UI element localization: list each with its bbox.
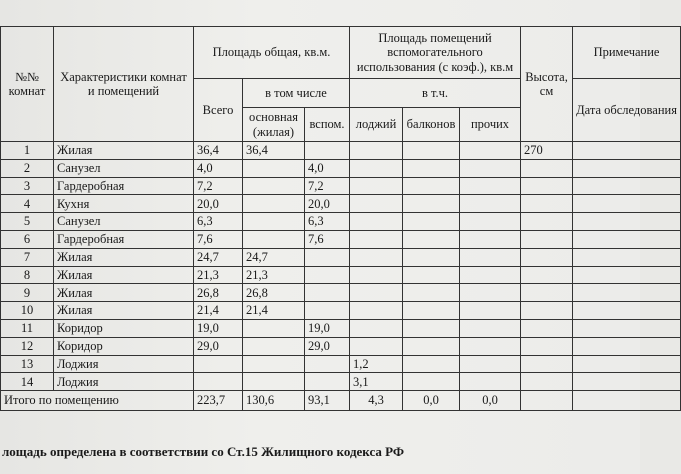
cell-n: 3 <box>1 177 54 195</box>
total-label: Итого по помещению <box>1 391 194 411</box>
cell-loggia <box>350 284 403 302</box>
cell-other <box>460 230 521 248</box>
cell-other <box>460 266 521 284</box>
cell-balcony <box>403 266 460 284</box>
header-survey-date: Дата обследования <box>573 79 681 142</box>
cell-notes <box>573 337 681 355</box>
header-area-total: Площадь общая, кв.м. <box>194 27 350 79</box>
table-row <box>1 159 681 177</box>
header-room-number: №№ комнат <box>1 27 54 142</box>
cell-main <box>243 213 305 231</box>
table-row <box>1 248 681 266</box>
cell-total: 29,0 <box>194 337 243 355</box>
cell-other <box>460 284 521 302</box>
cell-loggia <box>350 159 403 177</box>
cell-other <box>460 302 521 320</box>
table-row <box>1 177 681 195</box>
cell-balcony <box>403 355 460 373</box>
header-including: в том числе <box>243 79 350 108</box>
table-row <box>1 142 681 160</box>
cell-other <box>460 177 521 195</box>
cell-name: Жилая <box>54 284 194 302</box>
cell-name: Санузел <box>54 213 194 231</box>
cell-total: 20,0 <box>194 195 243 213</box>
cell-other <box>460 159 521 177</box>
cell-main <box>243 159 305 177</box>
cell-notes <box>573 355 681 373</box>
cell-aux: 29,0 <box>305 337 350 355</box>
cell-notes <box>573 284 681 302</box>
cell-main <box>243 195 305 213</box>
header-loggia: лоджий <box>350 108 403 142</box>
cell-main <box>243 355 305 373</box>
table-row <box>1 230 681 248</box>
cell-aux <box>305 266 350 284</box>
cell-main: 21,4 <box>243 302 305 320</box>
cell-balcony <box>403 284 460 302</box>
footer-note: лощадь определена в соответствии со Ст.15 Жилищного кодекса РФ <box>2 444 405 459</box>
cell-total <box>194 373 243 391</box>
cell-other <box>460 355 521 373</box>
cell-loggia: 1,2 <box>350 355 403 373</box>
cell-other <box>460 142 521 160</box>
cell-name: Коридор <box>54 337 194 355</box>
header-balcony: балконов <box>403 108 460 142</box>
cell-notes <box>573 302 681 320</box>
header-aux-area: Площадь помещений вспомогательного использования (с коэф.), кв.м <box>350 27 521 79</box>
cell-notes <box>573 266 681 284</box>
cell-total: 21,3 <box>194 266 243 284</box>
cell-other <box>460 195 521 213</box>
cell-name: Жилая <box>54 142 194 160</box>
total-other: 0,0 <box>460 391 521 411</box>
cell-height <box>521 302 573 320</box>
cell-aux: 19,0 <box>305 319 350 337</box>
cell-aux <box>305 284 350 302</box>
cell-loggia <box>350 230 403 248</box>
cell-name: Гардеробная <box>54 230 194 248</box>
cell-loggia <box>350 142 403 160</box>
total-total: 223,7 <box>194 391 243 411</box>
table-row <box>1 213 681 231</box>
cell-aux: 20,0 <box>305 195 350 213</box>
total-empty <box>521 391 573 411</box>
cell-main <box>243 177 305 195</box>
cell-balcony <box>403 337 460 355</box>
table-row <box>1 284 681 302</box>
total-row <box>1 391 681 411</box>
cell-aux: 7,6 <box>305 230 350 248</box>
header-auxiliary: вспом. <box>305 108 350 142</box>
cell-notes <box>573 159 681 177</box>
cell-name: Лоджия <box>54 373 194 391</box>
room-area-table <box>0 26 681 411</box>
cell-name: Жилая <box>54 248 194 266</box>
cell-notes <box>573 142 681 160</box>
cell-main: 26,8 <box>243 284 305 302</box>
cell-balcony <box>403 142 460 160</box>
cell-n: 7 <box>1 248 54 266</box>
cell-main <box>243 230 305 248</box>
cell-height <box>521 355 573 373</box>
table-row <box>1 319 681 337</box>
cell-height <box>521 284 573 302</box>
cell-height <box>521 337 573 355</box>
cell-n: 11 <box>1 319 54 337</box>
total-aux: 93,1 <box>305 391 350 411</box>
cell-main: 21,3 <box>243 266 305 284</box>
cell-notes <box>573 373 681 391</box>
cell-main: 36,4 <box>243 142 305 160</box>
cell-name: Жилая <box>54 302 194 320</box>
header-notes: Примечание <box>573 27 681 79</box>
cell-aux <box>305 373 350 391</box>
header-characteristics: Характеристики комнат и помещений <box>54 27 194 142</box>
table-row <box>1 355 681 373</box>
cell-aux <box>305 248 350 266</box>
cell-loggia <box>350 213 403 231</box>
cell-name: Коридор <box>54 319 194 337</box>
header-main-living: основная (жилая) <box>243 108 305 142</box>
table-row <box>1 337 681 355</box>
cell-n: 1 <box>1 142 54 160</box>
table-row <box>1 195 681 213</box>
table-row <box>1 266 681 284</box>
cell-height <box>521 230 573 248</box>
cell-n: 8 <box>1 266 54 284</box>
cell-height <box>521 159 573 177</box>
cell-total: 7,6 <box>194 230 243 248</box>
cell-balcony <box>403 159 460 177</box>
cell-height <box>521 373 573 391</box>
cell-n: 5 <box>1 213 54 231</box>
cell-loggia <box>350 248 403 266</box>
cell-height <box>521 195 573 213</box>
cell-n: 9 <box>1 284 54 302</box>
total-empty <box>573 391 681 411</box>
cell-total: 21,4 <box>194 302 243 320</box>
table-row <box>1 302 681 320</box>
cell-main <box>243 373 305 391</box>
cell-loggia <box>350 302 403 320</box>
cell-height <box>521 177 573 195</box>
cell-balcony <box>403 230 460 248</box>
cell-n: 6 <box>1 230 54 248</box>
cell-loggia <box>350 319 403 337</box>
cell-balcony <box>403 302 460 320</box>
cell-other <box>460 248 521 266</box>
cell-balcony <box>403 177 460 195</box>
total-balcony: 0,0 <box>403 391 460 411</box>
cell-n: 14 <box>1 373 54 391</box>
cell-other <box>460 319 521 337</box>
cell-name: Гардеробная <box>54 177 194 195</box>
cell-balcony <box>403 213 460 231</box>
cell-total: 36,4 <box>194 142 243 160</box>
cell-name: Лоджия <box>54 355 194 373</box>
cell-height <box>521 248 573 266</box>
cell-loggia <box>350 337 403 355</box>
cell-loggia <box>350 195 403 213</box>
cell-notes <box>573 213 681 231</box>
cell-total: 6,3 <box>194 213 243 231</box>
cell-main: 24,7 <box>243 248 305 266</box>
cell-name: Санузел <box>54 159 194 177</box>
cell-notes <box>573 177 681 195</box>
cell-aux: 4,0 <box>305 159 350 177</box>
cell-height: 270 <box>521 142 573 160</box>
cell-balcony <box>403 319 460 337</box>
cell-n: 13 <box>1 355 54 373</box>
cell-aux: 7,2 <box>305 177 350 195</box>
cell-balcony <box>403 373 460 391</box>
table-body <box>1 142 681 411</box>
total-loggia: 4,3 <box>350 391 403 411</box>
cell-aux <box>305 355 350 373</box>
cell-aux <box>305 142 350 160</box>
cell-notes <box>573 319 681 337</box>
cell-loggia <box>350 266 403 284</box>
header-including-short: в т.ч. <box>350 79 521 108</box>
cell-balcony <box>403 195 460 213</box>
cell-total: 7,2 <box>194 177 243 195</box>
cell-aux <box>305 302 350 320</box>
header-height: Высота, см <box>521 27 573 142</box>
cell-n: 4 <box>1 195 54 213</box>
cell-notes <box>573 195 681 213</box>
cell-n: 12 <box>1 337 54 355</box>
header-total: Всего <box>194 79 243 142</box>
cell-balcony <box>403 248 460 266</box>
table-row <box>1 373 681 391</box>
cell-loggia: 3,1 <box>350 373 403 391</box>
cell-name: Кухня <box>54 195 194 213</box>
cell-total: 26,8 <box>194 284 243 302</box>
cell-other <box>460 373 521 391</box>
cell-n: 10 <box>1 302 54 320</box>
cell-loggia <box>350 177 403 195</box>
total-main: 130,6 <box>243 391 305 411</box>
cell-notes <box>573 230 681 248</box>
cell-total: 4,0 <box>194 159 243 177</box>
cell-main <box>243 319 305 337</box>
cell-height <box>521 213 573 231</box>
cell-total: 24,7 <box>194 248 243 266</box>
cell-total <box>194 355 243 373</box>
cell-aux: 6,3 <box>305 213 350 231</box>
cell-other <box>460 337 521 355</box>
cell-notes <box>573 248 681 266</box>
cell-height <box>521 266 573 284</box>
cell-other <box>460 213 521 231</box>
cell-name: Жилая <box>54 266 194 284</box>
cell-total: 19,0 <box>194 319 243 337</box>
cell-n: 2 <box>1 159 54 177</box>
cell-main <box>243 337 305 355</box>
cell-height <box>521 319 573 337</box>
header-other: прочих <box>460 108 521 142</box>
